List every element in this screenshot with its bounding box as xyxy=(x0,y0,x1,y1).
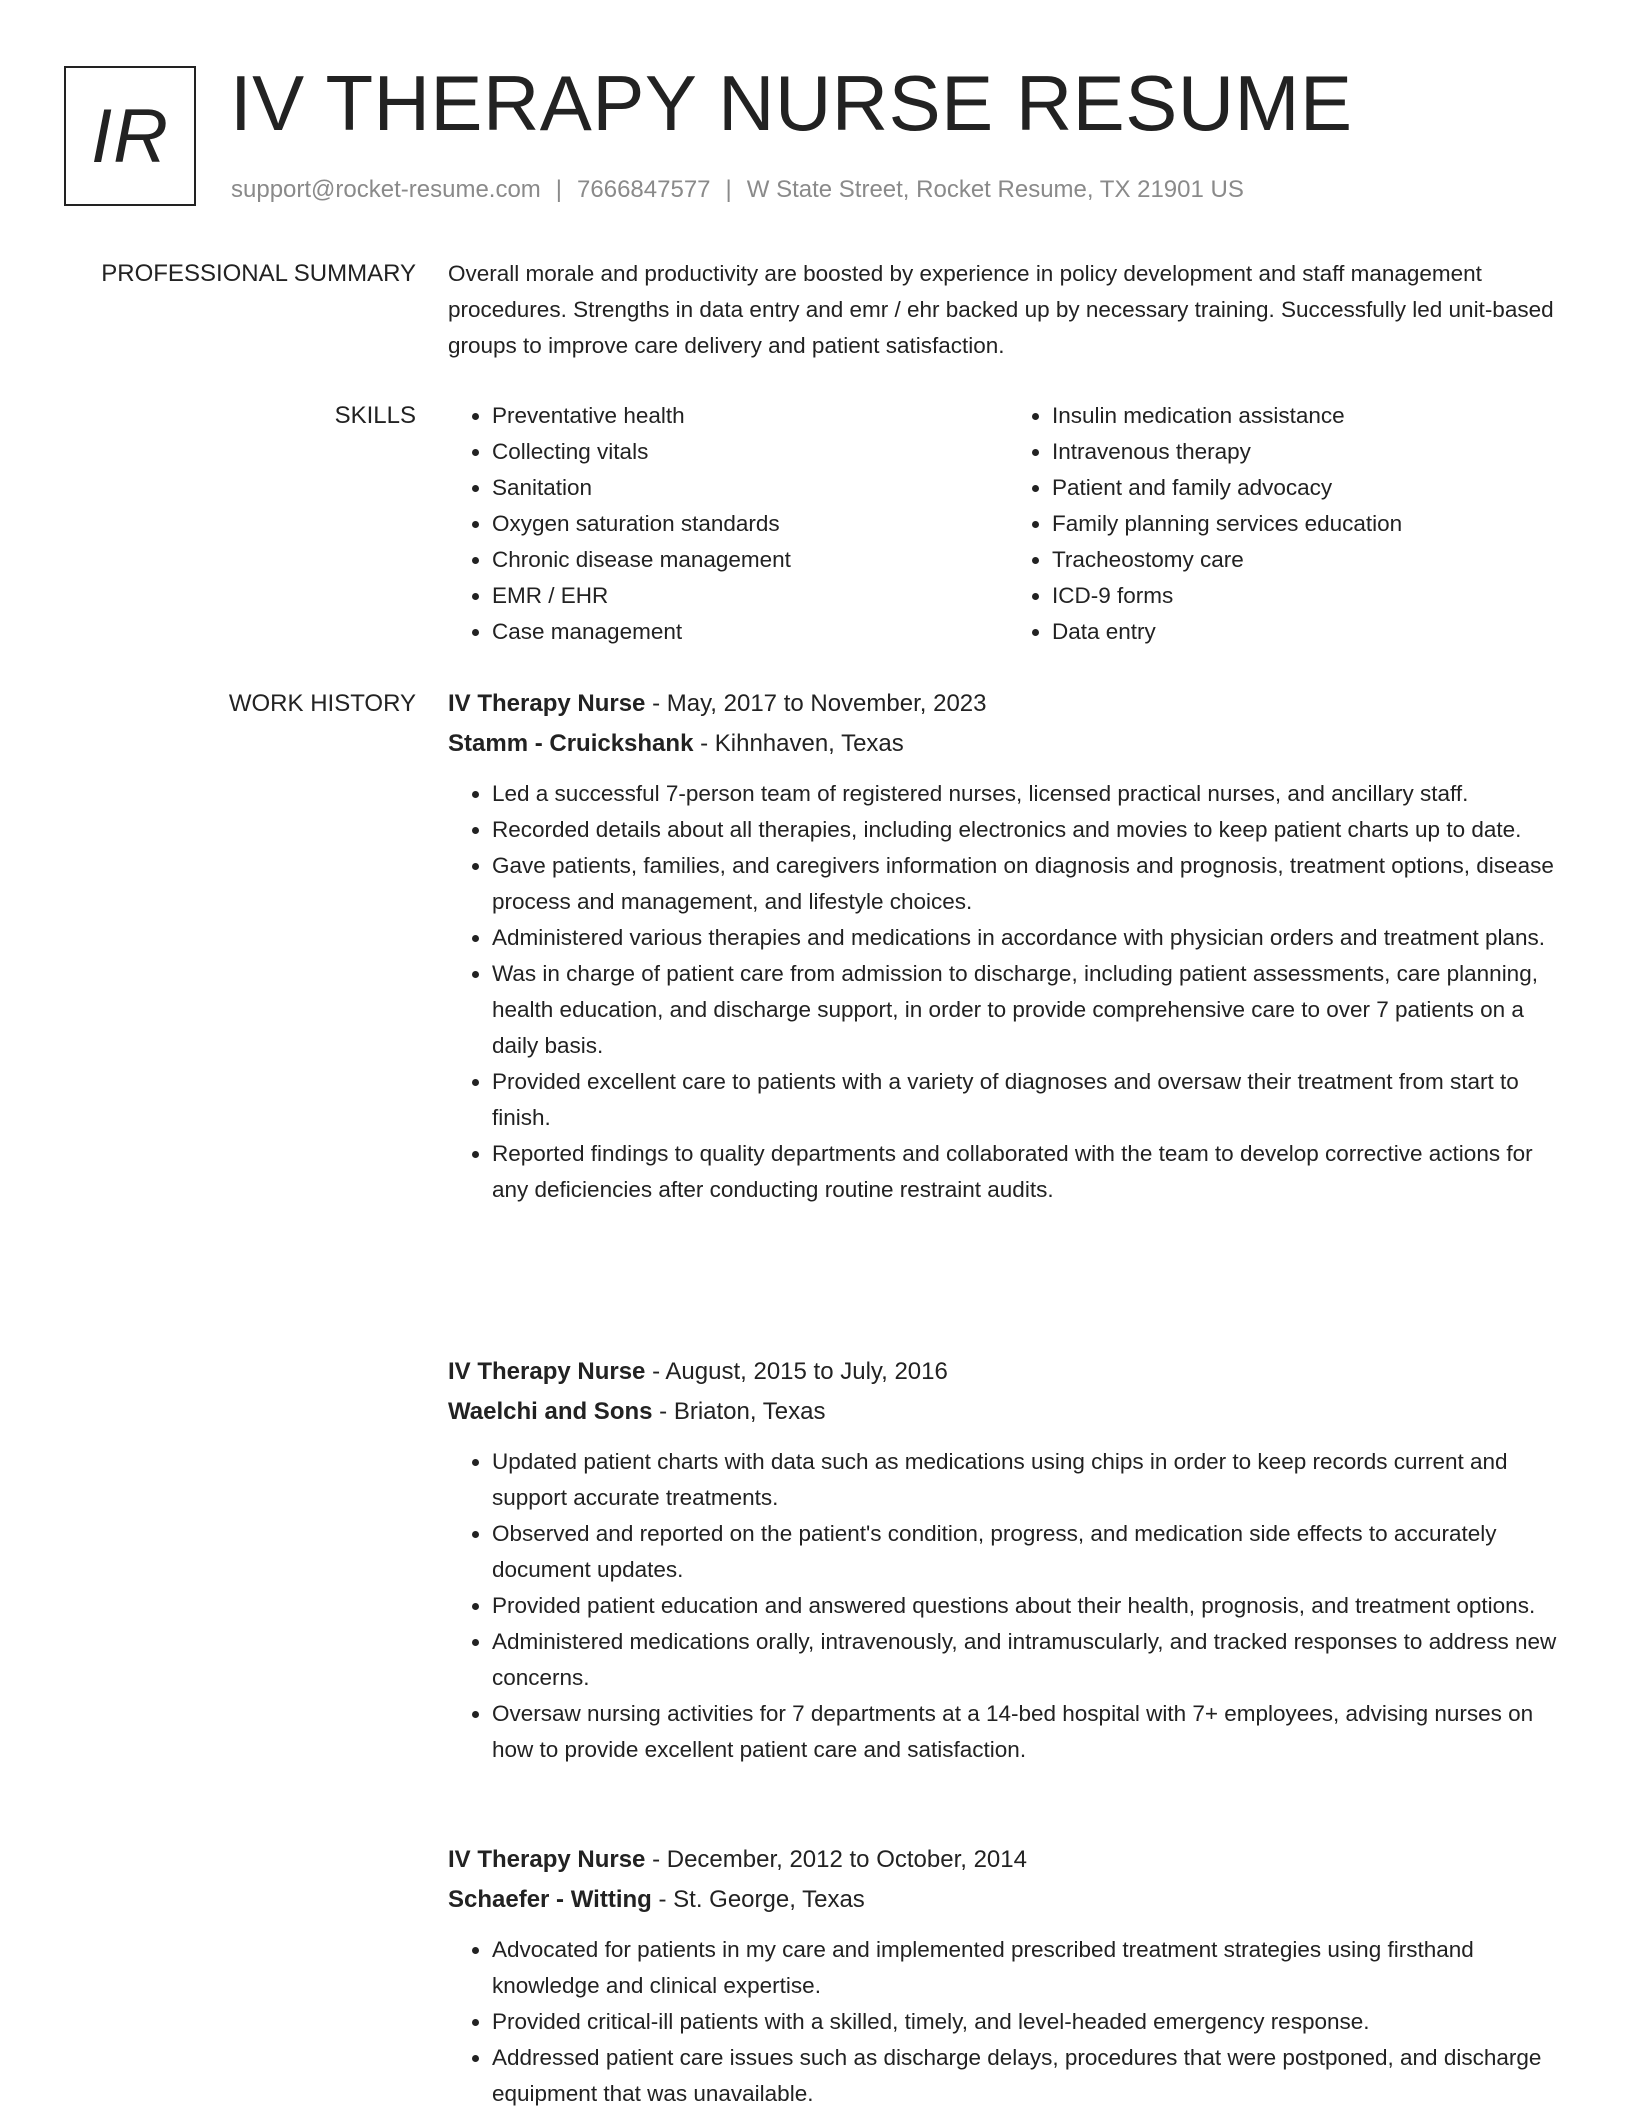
job-company: Stamm - Cruickshank xyxy=(448,730,694,757)
job-company-line xyxy=(448,724,1568,764)
job-bullet: • Provided patient education and answered questions about their health, prognosis, and treatment options. xyxy=(492,1588,1568,1624)
skills-label: SKILLS xyxy=(334,402,416,429)
skill-item: • Case management xyxy=(492,614,1008,650)
skill-item: • ICD-9 forms xyxy=(1052,578,1568,614)
skills-body xyxy=(448,398,1568,650)
contact-separator: | xyxy=(555,176,563,203)
skill-item: • Patient and family advocacy xyxy=(1052,470,1568,506)
skill-item: • Chronic disease management xyxy=(492,542,1008,578)
summary-label: PROFESSIONAL SUMMARY xyxy=(101,260,416,287)
job-location: Briaton, Texas xyxy=(673,1398,826,1425)
job-bullet: • Reported findings to quality departments and collaborated with the team to develop corrective actions for any deficiencies after conducting routine restraint audits. xyxy=(492,1136,1568,1208)
job-dash: - xyxy=(645,1846,667,1873)
job-dash: - xyxy=(645,1358,666,1385)
job-bullet: • Advocated for patients in my care and implemented prescribed treatment strategies using firsthand knowledge and clinical expertise. xyxy=(492,1932,1568,2004)
work-history-label: WORK HISTORY xyxy=(228,690,416,717)
job-location: Kihnhaven, Texas xyxy=(714,730,904,757)
job-bullet: • Administered various therapies and medications in accordance with physician orders and treatment plans. xyxy=(492,920,1568,956)
job-title-line xyxy=(448,1352,1568,1392)
skill-item: • Family planning services education xyxy=(1052,506,1568,542)
job-company-line xyxy=(448,1392,1568,1432)
job-bullet: • Oversaw nursing activities for 7 departments at a 14-bed hospital with 7+ employees, advising nurses on how to provide excellent patient care and satisfaction. xyxy=(492,1696,1568,1768)
job-dates: May, 2017 to November, 2023 xyxy=(666,690,987,717)
job-bullet: • Gave patients, families, and caregivers information on diagnosis and prognosis, treatment options, disease process and management, and lifestyle choices. xyxy=(492,848,1568,920)
skill-item: • Insulin medication assistance xyxy=(1052,398,1568,434)
skills-list-left xyxy=(448,398,1008,650)
skill-item: • Tracheostomy care xyxy=(1052,542,1568,578)
skill-item: • Collecting vitals xyxy=(492,434,1008,470)
skill-item: • Preventative health xyxy=(492,398,1008,434)
job-bullet: • Was in charge of patient care from admission to discharge, including patient assessments, care planning, health education, and discharge support, in order to provide comprehensive care to over 7 patients on a daily basis. xyxy=(492,956,1568,1064)
monogram-logo: IR xyxy=(64,66,196,206)
job-company-line xyxy=(448,1880,1568,1920)
job-dash: - xyxy=(693,730,715,757)
contact-phone[interactable]: 7666847577 xyxy=(577,176,711,203)
job-entry xyxy=(448,1840,1568,2112)
job-bullet-list xyxy=(448,776,1568,1208)
summary-body xyxy=(448,256,1568,364)
job-dash: - xyxy=(651,1886,674,1913)
job-company: Waelchi and Sons xyxy=(448,1398,653,1425)
job-title-line xyxy=(448,684,1568,724)
skills-list-right xyxy=(1008,398,1568,650)
job-bullet-list xyxy=(448,1932,1568,2112)
job-bullet: • Provided excellent care to patients with a variety of diagnoses and oversaw their treatment from start to finish. xyxy=(492,1064,1568,1136)
job-company: Schaefer - Witting xyxy=(448,1886,652,1913)
job-title: IV Therapy Nurse xyxy=(448,1358,646,1385)
job-dates: August, 2015 to July, 2016 xyxy=(665,1358,948,1385)
job-entry xyxy=(448,1352,1568,1768)
summary-text: Overall morale and productivity are boosted by experience in policy development and staff management procedures. Strengths in data entry and emr / ehr backed up by necessary training. Successfully led unit-based groups to improve care delivery and patient satisfaction. xyxy=(448,261,1554,358)
job-location: St. George, Texas xyxy=(673,1886,865,1913)
skill-item: • Data entry xyxy=(1052,614,1568,650)
job-bullet: • Updated patient charts with data such as medications using chips in order to keep records current and support accurate treatments. xyxy=(492,1444,1568,1516)
job-bullet: • Led a successful 7-person team of registered nurses, licensed practical nurses, and ancillary staff. xyxy=(492,776,1568,812)
contact-line xyxy=(231,176,1244,204)
job-bullet: • Observed and reported on the patient's condition, progress, and medication side effects to accurately document updates. xyxy=(492,1516,1568,1588)
resume-title: IV THERAPY NURSE RESUME xyxy=(230,59,1353,147)
job-dates: December, 2012 to October, 2014 xyxy=(666,1846,1027,1873)
job-dash: - xyxy=(645,690,667,717)
contact-email[interactable]: support@rocket-resume.com xyxy=(231,176,541,203)
job-bullet: • Recorded details about all therapies, including electronics and movies to keep patient charts up to date. xyxy=(492,812,1568,848)
job-entry xyxy=(448,684,1568,1208)
skill-item: • Sanitation xyxy=(492,470,1008,506)
skill-item: • EMR / EHR xyxy=(492,578,1008,614)
job-bullet: • Addressed patient care issues such as discharge delays, procedures that were postponed, and discharge equipment that was unavailable. xyxy=(492,2040,1568,2112)
job-title: IV Therapy Nurse xyxy=(448,1846,646,1873)
job-bullet-list xyxy=(448,1444,1568,1768)
skill-item: • Oxygen saturation standards xyxy=(492,506,1008,542)
job-bullet: • Administered medications orally, intravenously, and intramuscularly, and tracked responses to address new concerns. xyxy=(492,1624,1568,1696)
job-title: IV Therapy Nurse xyxy=(448,690,646,717)
contact-address: W State Street, Rocket Resume, TX 21901 US xyxy=(746,176,1244,203)
job-title-line xyxy=(448,1840,1568,1880)
contact-separator: | xyxy=(725,176,732,203)
job-bullet: • Provided critical-ill patients with a skilled, timely, and level-headed emergency response. xyxy=(492,2004,1568,2040)
job-dash: - xyxy=(652,1398,674,1425)
skill-item: • Intravenous therapy xyxy=(1052,434,1568,470)
